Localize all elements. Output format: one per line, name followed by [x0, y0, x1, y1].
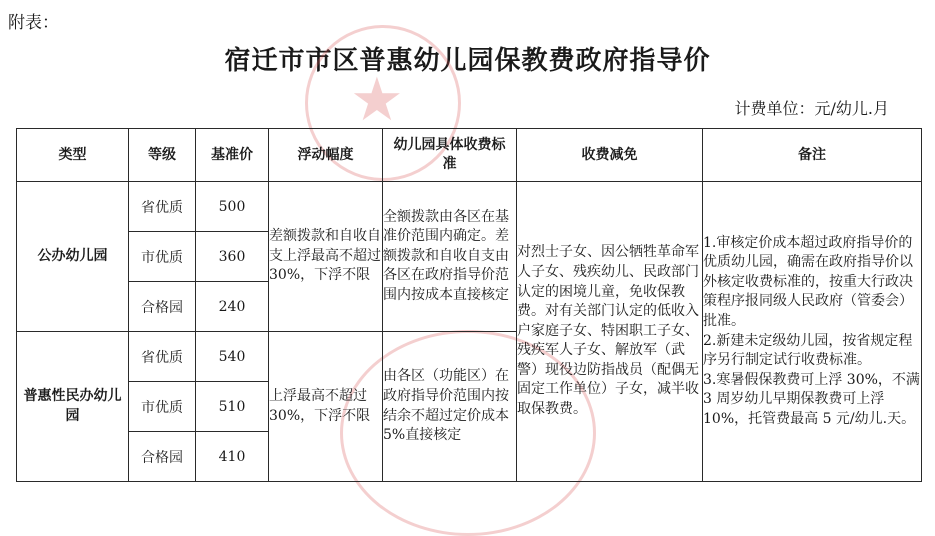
remarks-cell: [703, 182, 922, 482]
grade-cell: 省优质: [129, 182, 196, 232]
reduction-cell: 对烈士子女、因公牺牲革命军人子女、残疾幼儿、民政部门认定的困境儿童，免收保教费。对有关部门认定的低收入户家庭子女、特困职工子女、残疾军人子女、解放军（武警）现役边防指战员（配偶无固定工作单位）子女，减半收取保教费。: [517, 182, 703, 482]
fee-table: [16, 128, 922, 482]
table-header-row: [17, 129, 922, 182]
header-type: 类型: [17, 129, 129, 182]
header-reduction: 收费减免: [517, 129, 703, 182]
type-public-kindergarten: 公办幼儿园: [17, 182, 129, 332]
header-standard: 幼儿园具体收费标准: [383, 129, 517, 182]
grade-cell: 合格园: [129, 282, 196, 332]
range-cell: 上浮最高不超过 30%，下浮不限: [269, 332, 383, 482]
grade-cell: 省优质: [129, 332, 196, 382]
price-cell: 510: [196, 382, 269, 432]
price-cell: 360: [196, 232, 269, 282]
grade-cell: 合格园: [129, 432, 196, 482]
page-title: 宿迁市市区普惠幼儿园保教费政府指导价: [224, 46, 711, 76]
remark-item: 1.审核定价成本超过政府指导价的优质幼儿园，确需在政府指导价以外核定收费标准的，按重大行政决策程序报同级人民政府（管委会）批准。: [703, 234, 913, 329]
standard-cell: 全额拨款由各区在基准价范围内确定。差额拨款和自收自支由各区在政府指导价范围内按成本直接核定: [383, 182, 517, 332]
standard-cell: 由各区（功能区）在政府指导价范围内按结余不超过定价成本 5%直接核定: [383, 332, 517, 482]
price-cell: 410: [196, 432, 269, 482]
attachment-label: 附表：: [8, 13, 59, 33]
price-cell: 240: [196, 282, 269, 332]
remark-item: 3.寒暑假保教费可上浮 30%，不满 3 周岁幼儿早期保教费可上浮 10%，托管费最高 5 元/幼儿.天。: [703, 371, 920, 427]
type-private-kindergarten: 普惠性民办幼儿园: [17, 332, 129, 482]
price-cell: 540: [196, 332, 269, 382]
star-icon: ★: [350, 65, 404, 135]
price-cell: 500: [196, 182, 269, 232]
header-base-price: 基准价: [196, 129, 269, 182]
remark-item: 2.新建未定级幼儿园，按省规定程序另行制定试行收费标准。: [703, 332, 913, 369]
header-remarks: 备注: [703, 129, 922, 182]
unit-label: 计费单位：元/幼儿.月: [734, 99, 889, 118]
grade-cell: 市优质: [129, 232, 196, 282]
table-row: [17, 182, 922, 232]
header-range: 浮动幅度: [269, 129, 383, 182]
grade-cell: 市优质: [129, 382, 196, 432]
header-grade: 等级: [129, 129, 196, 182]
range-cell: 差额拨款和自收自支上浮最高不超过 30%，下浮不限: [269, 182, 383, 332]
